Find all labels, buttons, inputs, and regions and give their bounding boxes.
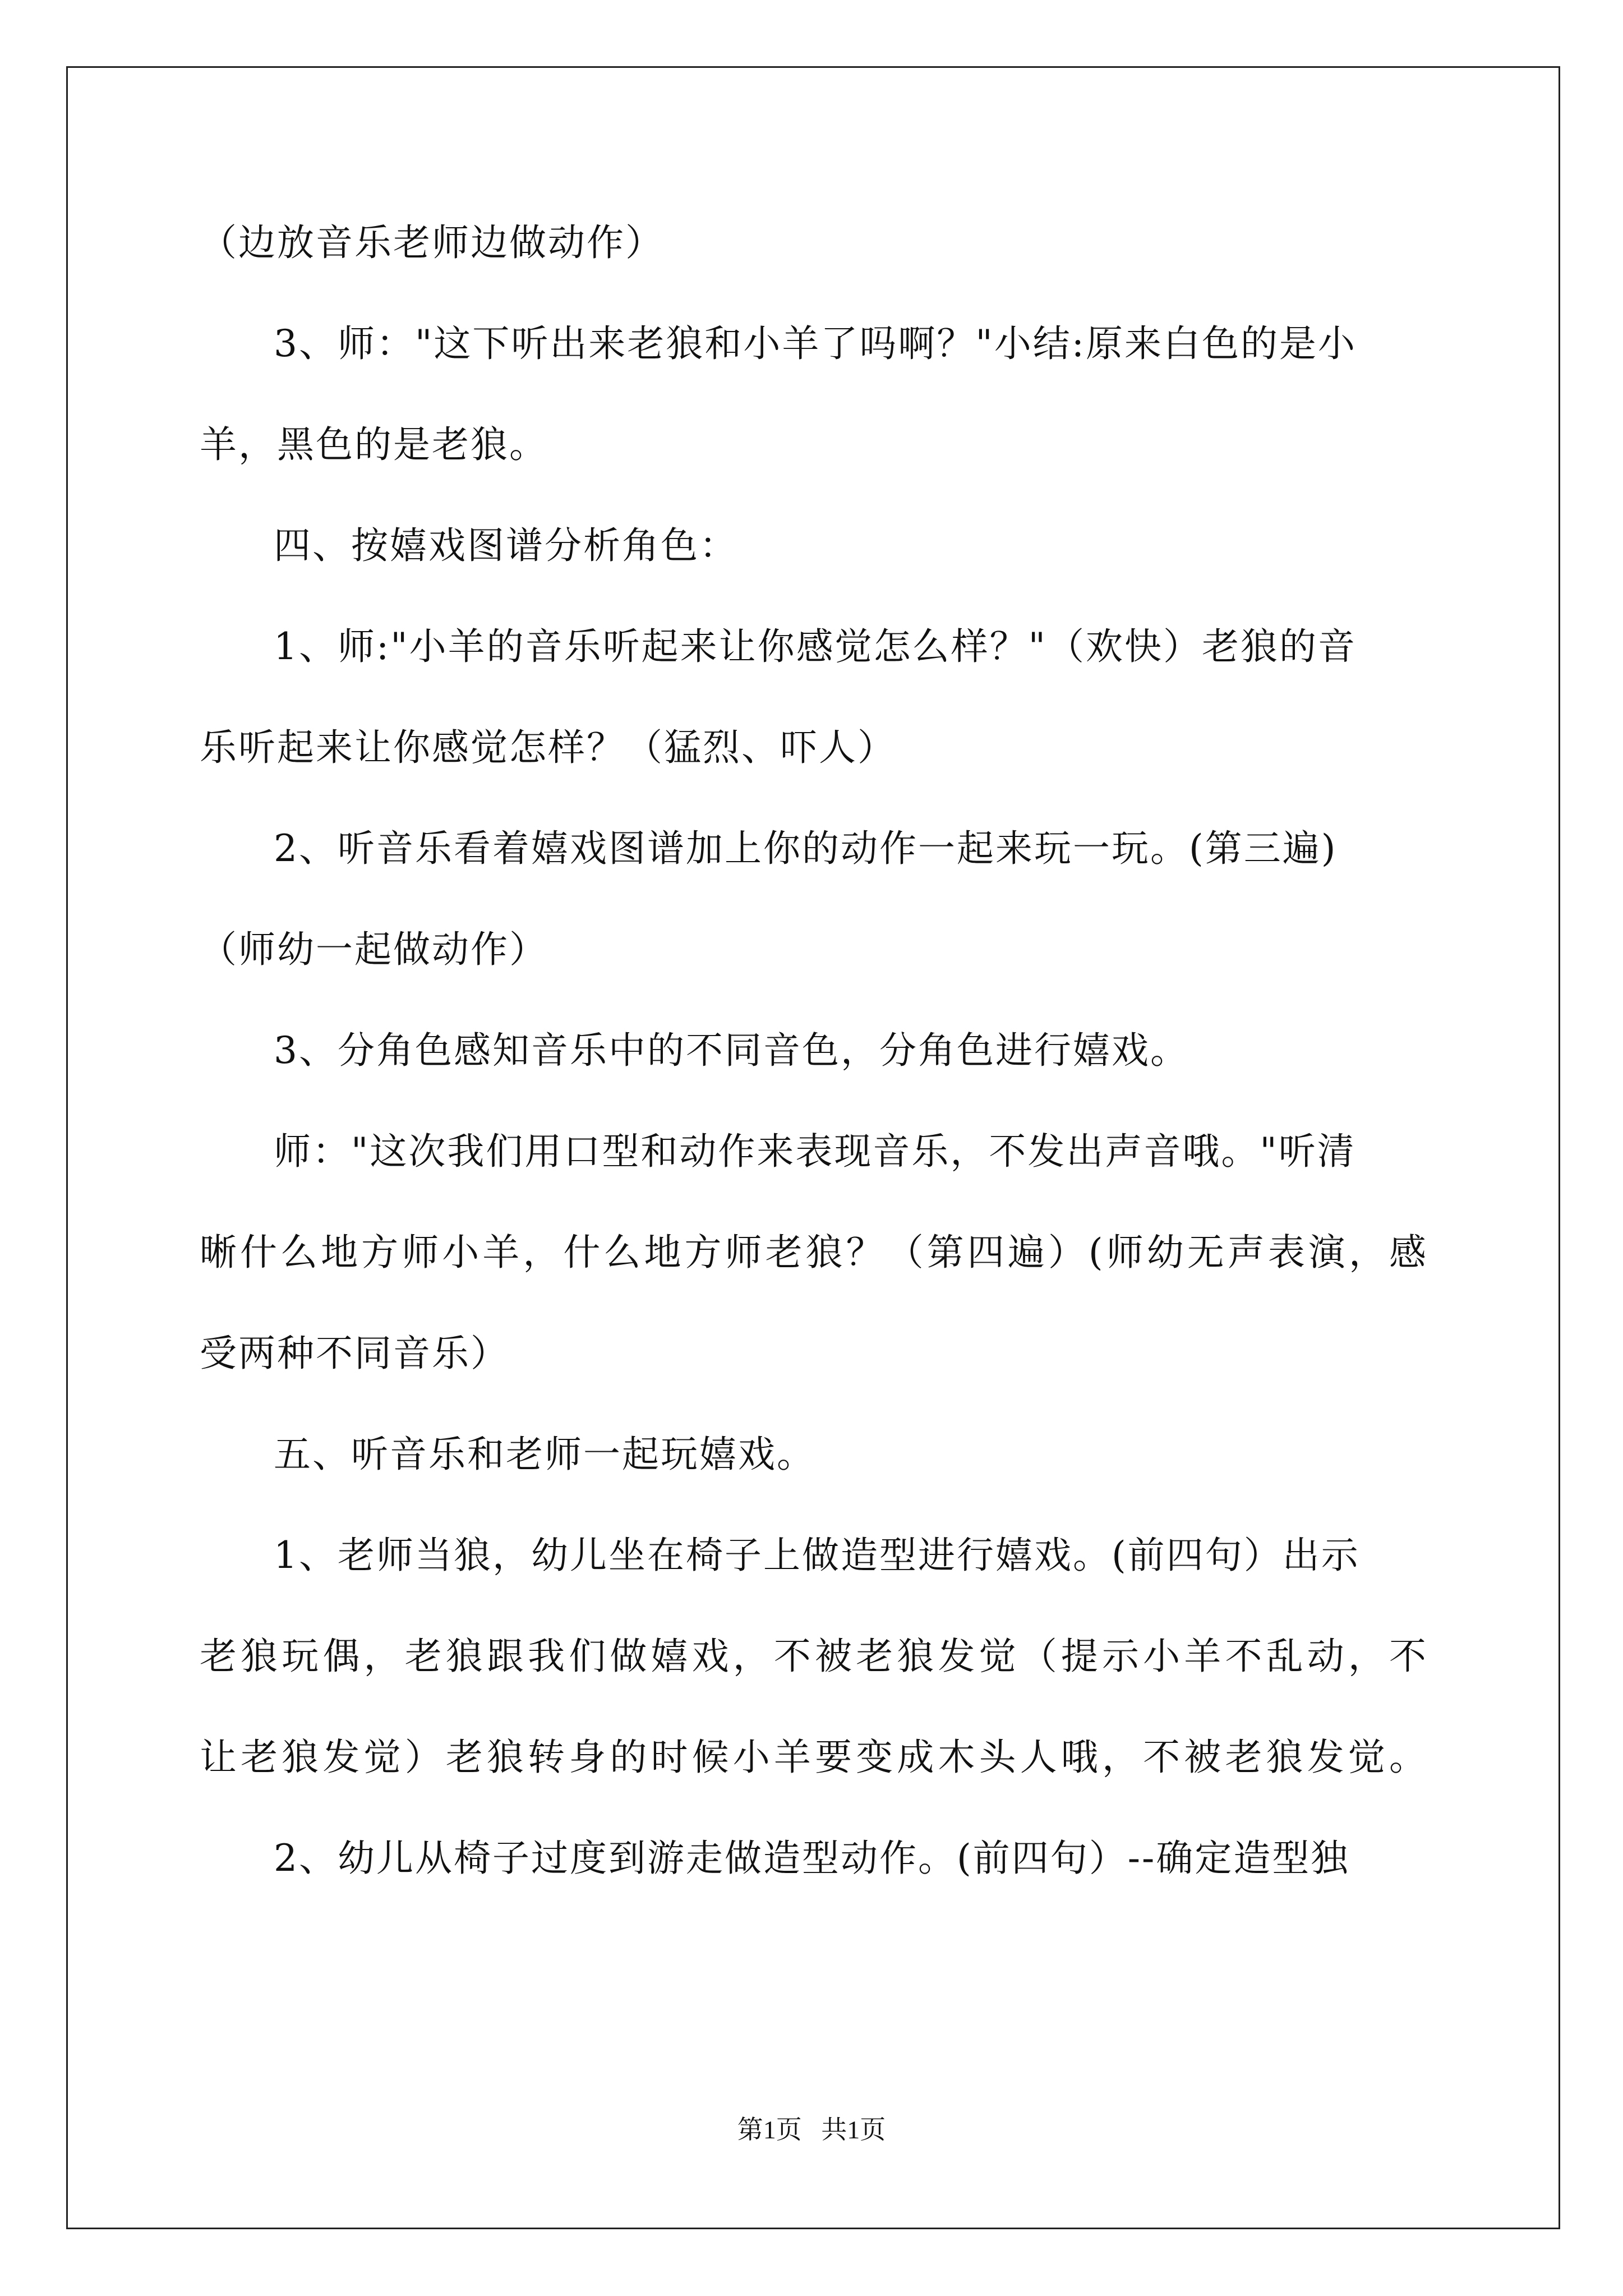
section-heading: 四、按嬉戏图谱分析角色： <box>274 524 738 567</box>
text-line: 受两种不同音乐） <box>200 1332 509 1375</box>
text-line: 2、听音乐看着嬉戏图谱加上你的动作一起来玩一玩。(第三遍) <box>274 827 1338 870</box>
text-line: 2、幼儿从椅子过度到游走做造型动作。(前四句）--确定造型独 <box>274 1837 1350 1880</box>
page-footer: 第1页 共1页 <box>737 2115 886 2144</box>
text-line: 1、师:"小羊的音乐听起来让你感觉怎么样？"（欢快）老狼的音 <box>274 625 1357 668</box>
text-line: 3、分角色感知音乐中的不同音色，分角色进行嬉戏。 <box>274 1029 1189 1072</box>
text-line: （边放音乐老师边做动作） <box>200 221 664 264</box>
text-line: 羊，黑色的是老狼。 <box>200 423 548 466</box>
text-line: 晰什么地方师小羊，什么地方师老狼？（第四遍）(师幼无声表演，感 <box>200 1231 1428 1274</box>
text-line: 让老狼发觉）老狼转身的时候小羊要变成木头人哦，不被老狼发觉。 <box>200 1736 1428 1779</box>
text-line: 1、老师当狼，幼儿坐在椅子上做造型进行嬉戏。(前四句）出示 <box>274 1534 1360 1577</box>
text-line: 师："这次我们用口型和动作来表现音乐，不发出声音哦。"听清 <box>274 1130 1356 1173</box>
text-line: 老狼玩偶，老狼跟我们做嬉戏，不被老狼发觉（提示小羊不乱动，不 <box>200 1635 1428 1678</box>
text-line: （师幼一起做动作） <box>200 928 548 971</box>
text-line: 3、师："这下听出来老狼和小羊了吗啊？"小结:原来白色的是小 <box>274 322 1357 365</box>
text-line: 乐听起来让你感觉怎样？（猛烈、吓人） <box>200 726 896 769</box>
section-heading: 五、听音乐和老师一起玩嬉戏。 <box>274 1433 815 1476</box>
